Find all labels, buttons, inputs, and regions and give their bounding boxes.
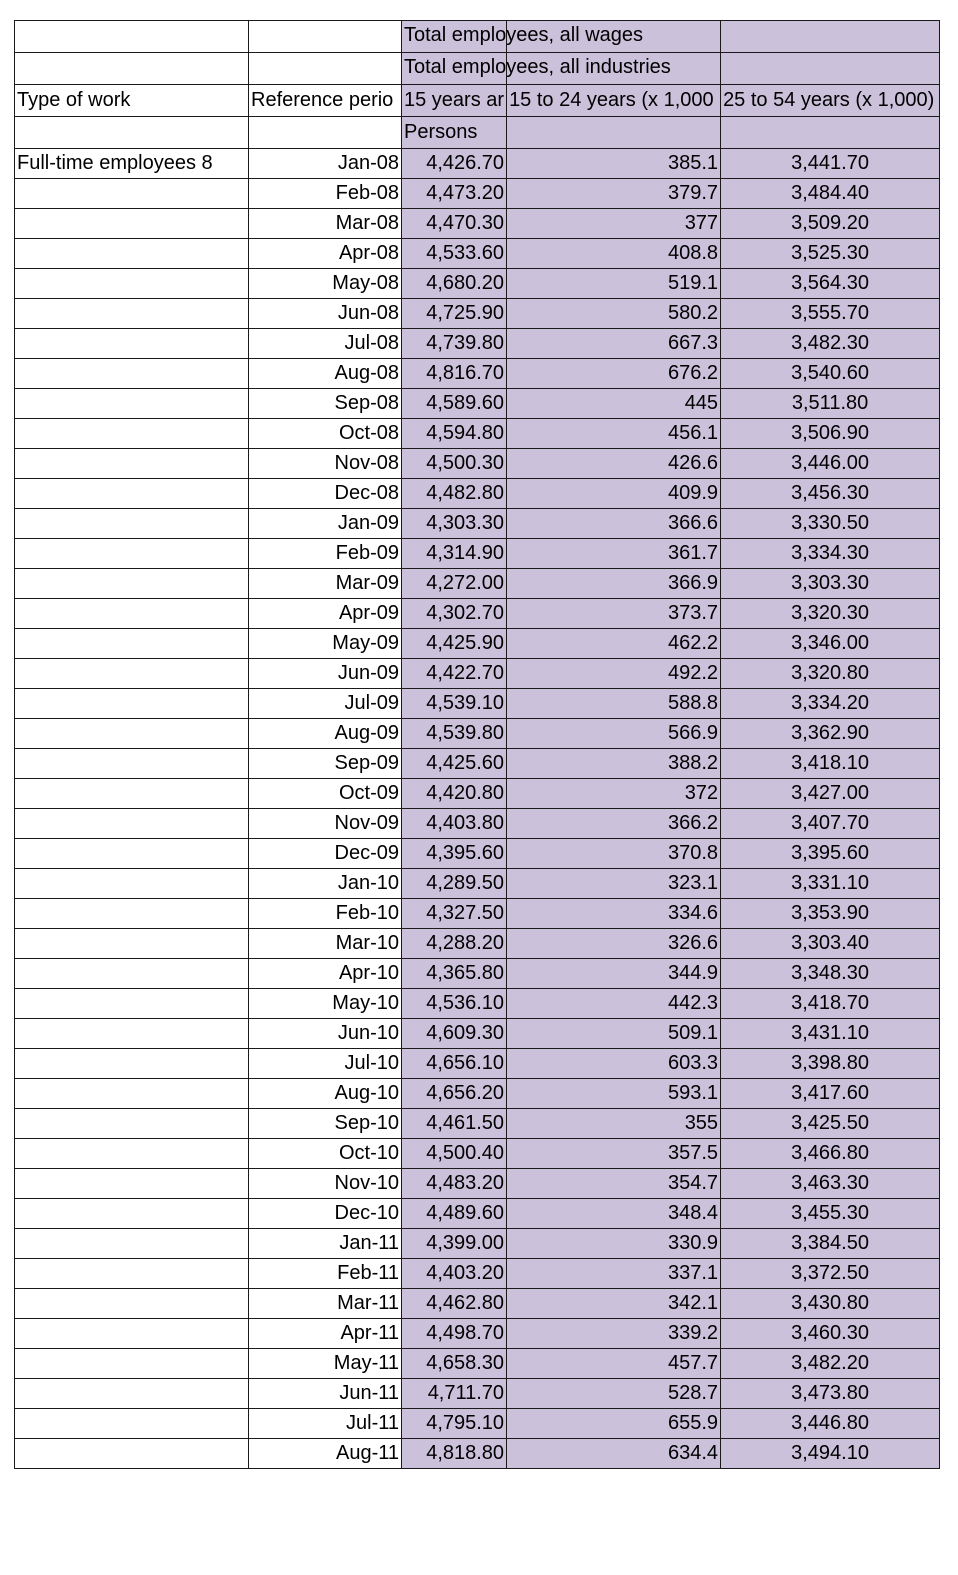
table-row: [15, 1139, 940, 1169]
table-row: [15, 929, 940, 959]
value-25-to-54-cell[interactable]: 3,384.50: [721, 1229, 940, 1259]
value-15-to-24-cell[interactable]: 326.6: [507, 929, 721, 959]
reference-period-cell[interactable]: May-08: [249, 269, 402, 299]
value-25-to-54-cell[interactable]: 3,320.80: [721, 659, 940, 689]
value-15-to-24-cell[interactable]: 366.9: [507, 569, 721, 599]
value-15-and-over-cell[interactable]: 4,680.20: [402, 269, 507, 299]
table-row: [15, 809, 940, 839]
value-25-to-54-cell[interactable]: 3,460.30: [721, 1319, 940, 1349]
cell[interactable]: [249, 117, 402, 149]
header-type-of-work[interactable]: Type of work: [15, 85, 249, 117]
reference-period-cell[interactable]: Jul-11: [249, 1409, 402, 1439]
table-row: [15, 149, 940, 179]
value-25-to-54-cell[interactable]: 3,334.20: [721, 689, 940, 719]
cell[interactable]: [15, 899, 249, 929]
cell[interactable]: [15, 1109, 249, 1139]
value-15-to-24-cell[interactable]: 339.2: [507, 1319, 721, 1349]
cell[interactable]: [15, 299, 249, 329]
cell[interactable]: [15, 869, 249, 899]
reference-period-cell[interactable]: Feb-10: [249, 899, 402, 929]
reference-period-cell[interactable]: Aug-10: [249, 1079, 402, 1109]
value-15-and-over-cell[interactable]: 4,422.70: [402, 659, 507, 689]
value-15-to-24-cell[interactable]: 426.6: [507, 449, 721, 479]
cell[interactable]: [15, 749, 249, 779]
cell[interactable]: [15, 1229, 249, 1259]
reference-period-cell[interactable]: Sep-09: [249, 749, 402, 779]
table-row: [15, 209, 940, 239]
reference-period-cell[interactable]: Dec-10: [249, 1199, 402, 1229]
table-row: [15, 1319, 940, 1349]
value-15-to-24-cell[interactable]: 377: [507, 209, 721, 239]
value-15-to-24-cell[interactable]: 566.9: [507, 719, 721, 749]
value-25-to-54-cell[interactable]: 3,466.80: [721, 1139, 940, 1169]
value-25-to-54-cell[interactable]: 3,431.10: [721, 1019, 940, 1049]
reference-period-cell[interactable]: Aug-08: [249, 359, 402, 389]
cell[interactable]: [249, 21, 402, 53]
header-units-persons[interactable]: Persons: [402, 117, 507, 149]
value-25-to-54-cell[interactable]: 3,525.30: [721, 239, 940, 269]
value-25-to-54-cell[interactable]: 3,455.30: [721, 1199, 940, 1229]
table-row: [15, 689, 940, 719]
table-row: [15, 449, 940, 479]
table-row: [15, 1049, 940, 1079]
cell[interactable]: [721, 53, 940, 85]
value-15-to-24-cell[interactable]: 588.8: [507, 689, 721, 719]
reference-period-cell[interactable]: Jan-10: [249, 869, 402, 899]
value-15-to-24-cell[interactable]: 370.8: [507, 839, 721, 869]
value-15-and-over-cell[interactable]: 4,314.90: [402, 539, 507, 569]
value-25-to-54-cell[interactable]: 3,463.30: [721, 1169, 940, 1199]
value-25-to-54-cell[interactable]: 3,482.30: [721, 329, 940, 359]
cell[interactable]: [15, 959, 249, 989]
value-25-to-54-cell[interactable]: 3,484.40: [721, 179, 940, 209]
value-15-to-24-cell[interactable]: 361.7: [507, 539, 721, 569]
cell[interactable]: [15, 389, 249, 419]
header-row-1: [15, 21, 940, 53]
table-row: [15, 329, 940, 359]
value-15-and-over-cell[interactable]: 4,656.10: [402, 1049, 507, 1079]
table-row: [15, 509, 940, 539]
table-row: [15, 1199, 940, 1229]
table-row: [15, 989, 940, 1019]
value-25-to-54-cell[interactable]: 3,395.60: [721, 839, 940, 869]
value-15-and-over-cell[interactable]: 4,365.80: [402, 959, 507, 989]
value-15-and-over-cell[interactable]: 4,303.30: [402, 509, 507, 539]
value-15-and-over-cell[interactable]: 4,473.20: [402, 179, 507, 209]
value-15-and-over-cell[interactable]: 4,594.80: [402, 419, 507, 449]
reference-period-cell[interactable]: Apr-10: [249, 959, 402, 989]
cell[interactable]: [15, 419, 249, 449]
cell[interactable]: [15, 599, 249, 629]
header-15-years-and-over[interactable]: 15 years ar: [402, 85, 507, 117]
value-15-to-24-cell[interactable]: 528.7: [507, 1379, 721, 1409]
value-15-to-24-cell[interactable]: 634.4: [507, 1439, 721, 1469]
value-15-and-over-cell[interactable]: 4,483.20: [402, 1169, 507, 1199]
value-25-to-54-cell[interactable]: 3,330.50: [721, 509, 940, 539]
table-row: [15, 779, 940, 809]
value-15-and-over-cell[interactable]: 4,739.80: [402, 329, 507, 359]
reference-period-cell[interactable]: Aug-11: [249, 1439, 402, 1469]
value-15-to-24-cell[interactable]: 385.1: [507, 149, 721, 179]
cell[interactable]: [15, 929, 249, 959]
value-25-to-54-cell[interactable]: 3,446.00: [721, 449, 940, 479]
cell[interactable]: [15, 839, 249, 869]
cell[interactable]: [15, 689, 249, 719]
reference-period-cell[interactable]: Apr-09: [249, 599, 402, 629]
type-of-work-cell[interactable]: Full-time employees 8: [15, 149, 249, 179]
value-15-and-over-cell[interactable]: 4,816.70: [402, 359, 507, 389]
reference-period-cell[interactable]: May-10: [249, 989, 402, 1019]
cell[interactable]: [15, 21, 249, 53]
header-row-2: [15, 53, 940, 85]
value-15-to-24-cell[interactable]: 519.1: [507, 269, 721, 299]
table-row: [15, 359, 940, 389]
value-15-and-over-cell[interactable]: 4,725.90: [402, 299, 507, 329]
value-25-to-54-cell[interactable]: 3,509.20: [721, 209, 940, 239]
cell[interactable]: [249, 53, 402, 85]
value-25-to-54-cell[interactable]: 3,430.80: [721, 1289, 940, 1319]
value-15-to-24-cell[interactable]: 408.8: [507, 239, 721, 269]
reference-period-cell[interactable]: Nov-10: [249, 1169, 402, 1199]
cell[interactable]: [15, 209, 249, 239]
cell[interactable]: [15, 1349, 249, 1379]
cell[interactable]: [15, 1169, 249, 1199]
value-25-to-54-cell[interactable]: 3,494.10: [721, 1439, 940, 1469]
reference-period-cell[interactable]: Mar-08: [249, 209, 402, 239]
cell[interactable]: [15, 779, 249, 809]
value-15-and-over-cell[interactable]: 4,462.80: [402, 1289, 507, 1319]
header-15-to-24-years[interactable]: 15 to 24 years (x 1,000: [507, 85, 721, 117]
reference-period-cell[interactable]: Dec-09: [249, 839, 402, 869]
table-row: [15, 749, 940, 779]
value-25-to-54-cell[interactable]: 3,398.80: [721, 1049, 940, 1079]
value-25-to-54-cell[interactable]: 3,303.40: [721, 929, 940, 959]
value-15-and-over-cell[interactable]: 4,288.20: [402, 929, 507, 959]
reference-period-cell[interactable]: Apr-08: [249, 239, 402, 269]
cell[interactable]: [15, 1019, 249, 1049]
value-25-to-54-cell[interactable]: 3,511.80: [721, 389, 940, 419]
reference-period-cell[interactable]: Jun-10: [249, 1019, 402, 1049]
header-label: Total employees, all industries: [404, 56, 671, 78]
reference-period-cell[interactable]: Apr-11: [249, 1319, 402, 1349]
cell[interactable]: [15, 479, 249, 509]
value-15-to-24-cell[interactable]: 366.2: [507, 809, 721, 839]
value-15-and-over-cell[interactable]: 4,589.60: [402, 389, 507, 419]
value-25-to-54-cell[interactable]: 3,320.30: [721, 599, 940, 629]
value-15-to-24-cell[interactable]: 388.2: [507, 749, 721, 779]
cell[interactable]: [15, 269, 249, 299]
value-15-to-24-cell[interactable]: 379.7: [507, 179, 721, 209]
reference-period-cell[interactable]: Mar-10: [249, 929, 402, 959]
header-row-4: [15, 117, 940, 149]
table-row: [15, 899, 940, 929]
header-total-employees-all-wages[interactable]: [402, 21, 644, 53]
value-15-to-24-cell[interactable]: 337.1: [507, 1259, 721, 1289]
value-15-and-over-cell[interactable]: 4,818.80: [402, 1439, 507, 1469]
value-15-and-over-cell[interactable]: 4,327.50: [402, 899, 507, 929]
reference-period-cell[interactable]: Dec-08: [249, 479, 402, 509]
reference-period-cell[interactable]: May-11: [249, 1349, 402, 1379]
cell[interactable]: [15, 1289, 249, 1319]
reference-period-cell[interactable]: Sep-08: [249, 389, 402, 419]
value-15-and-over-cell[interactable]: 4,539.10: [402, 689, 507, 719]
header-reference-period[interactable]: Reference perio: [249, 85, 402, 117]
value-15-and-over-cell[interactable]: 4,536.10: [402, 989, 507, 1019]
value-15-to-24-cell[interactable]: 344.9: [507, 959, 721, 989]
value-15-to-24-cell[interactable]: 445: [507, 389, 721, 419]
reference-period-cell[interactable]: Feb-11: [249, 1259, 402, 1289]
reference-period-cell[interactable]: May-09: [249, 629, 402, 659]
cell[interactable]: [15, 179, 249, 209]
reference-period-cell[interactable]: Jan-09: [249, 509, 402, 539]
reference-period-cell[interactable]: Nov-08: [249, 449, 402, 479]
table-row: [15, 1439, 940, 1469]
value-15-and-over-cell[interactable]: 4,482.80: [402, 479, 507, 509]
table-row: [15, 1259, 940, 1289]
cell[interactable]: [15, 539, 249, 569]
table-row: [15, 1079, 940, 1109]
table-row: [15, 1169, 940, 1199]
value-25-to-54-cell[interactable]: 3,425.50: [721, 1109, 940, 1139]
value-15-and-over-cell[interactable]: 4,711.70: [402, 1379, 507, 1409]
value-25-to-54-cell[interactable]: 3,348.30: [721, 959, 940, 989]
table-row: [15, 869, 940, 899]
cell[interactable]: [15, 1079, 249, 1109]
cell[interactable]: [15, 989, 249, 1019]
cell[interactable]: [15, 659, 249, 689]
table-row: [15, 299, 940, 329]
value-25-to-54-cell[interactable]: 3,417.60: [721, 1079, 940, 1109]
table-row: [15, 569, 940, 599]
value-25-to-54-cell[interactable]: 3,482.20: [721, 1349, 940, 1379]
reference-period-cell[interactable]: Jun-08: [249, 299, 402, 329]
value-25-to-54-cell[interactable]: 3,427.00: [721, 779, 940, 809]
cell[interactable]: [15, 1409, 249, 1439]
value-15-and-over-cell[interactable]: 4,533.60: [402, 239, 507, 269]
cell[interactable]: [15, 1439, 249, 1469]
value-15-and-over-cell[interactable]: 4,403.80: [402, 809, 507, 839]
value-15-and-over-cell[interactable]: 4,289.50: [402, 869, 507, 899]
value-15-to-24-cell[interactable]: 509.1: [507, 1019, 721, 1049]
value-25-to-54-cell[interactable]: 3,555.70: [721, 299, 940, 329]
cell[interactable]: [721, 117, 940, 149]
value-25-to-54-cell[interactable]: 3,334.30: [721, 539, 940, 569]
value-15-to-24-cell[interactable]: 323.1: [507, 869, 721, 899]
table-row: [15, 1409, 940, 1439]
value-15-to-24-cell[interactable]: 676.2: [507, 359, 721, 389]
header-row-3: [15, 85, 940, 117]
value-15-and-over-cell[interactable]: 4,489.60: [402, 1199, 507, 1229]
value-25-to-54-cell[interactable]: 3,564.30: [721, 269, 940, 299]
cell[interactable]: [15, 239, 249, 269]
header-label: Total employees, all wages: [404, 24, 644, 46]
value-15-and-over-cell[interactable]: 4,498.70: [402, 1319, 507, 1349]
cell[interactable]: [15, 359, 249, 389]
value-25-to-54-cell[interactable]: 3,346.00: [721, 629, 940, 659]
table-row: [15, 599, 940, 629]
value-15-to-24-cell[interactable]: 372: [507, 779, 721, 809]
table-row: [15, 179, 940, 209]
table-row: [15, 479, 940, 509]
value-15-to-24-cell[interactable]: 580.2: [507, 299, 721, 329]
value-15-and-over-cell[interactable]: 4,658.30: [402, 1349, 507, 1379]
header-25-to-54-years[interactable]: 25 to 54 years (x 1,000): [721, 85, 940, 117]
table-row: [15, 839, 940, 869]
cell[interactable]: [507, 117, 721, 149]
cell[interactable]: [15, 449, 249, 479]
value-15-and-over-cell[interactable]: 4,795.10: [402, 1409, 507, 1439]
value-25-to-54-cell[interactable]: 3,456.30: [721, 479, 940, 509]
value-25-to-54-cell[interactable]: 3,473.80: [721, 1379, 940, 1409]
value-15-and-over-cell[interactable]: 4,539.80: [402, 719, 507, 749]
value-25-to-54-cell[interactable]: 3,362.90: [721, 719, 940, 749]
value-25-to-54-cell[interactable]: 3,407.70: [721, 809, 940, 839]
reference-period-cell[interactable]: Jan-11: [249, 1229, 402, 1259]
table-row: [15, 1229, 940, 1259]
value-25-to-54-cell[interactable]: 3,331.10: [721, 869, 940, 899]
reference-period-cell[interactable]: Mar-09: [249, 569, 402, 599]
table-row: [15, 959, 940, 989]
value-15-to-24-cell[interactable]: 334.6: [507, 899, 721, 929]
value-15-and-over-cell[interactable]: 4,425.60: [402, 749, 507, 779]
value-15-to-24-cell[interactable]: 462.2: [507, 629, 721, 659]
value-15-to-24-cell[interactable]: 330.9: [507, 1229, 721, 1259]
value-15-to-24-cell[interactable]: 373.7: [507, 599, 721, 629]
table-row: [15, 629, 940, 659]
reference-period-cell[interactable]: Oct-10: [249, 1139, 402, 1169]
reference-period-cell[interactable]: Feb-08: [249, 179, 402, 209]
table-row: [15, 269, 940, 299]
value-15-to-24-cell[interactable]: 655.9: [507, 1409, 721, 1439]
value-25-to-54-cell[interactable]: 3,441.70: [721, 149, 940, 179]
reference-period-cell[interactable]: Oct-09: [249, 779, 402, 809]
cell[interactable]: [15, 629, 249, 659]
value-25-to-54-cell[interactable]: 3,446.80: [721, 1409, 940, 1439]
reference-period-cell[interactable]: Jan-08: [249, 149, 402, 179]
cell[interactable]: [15, 1199, 249, 1229]
reference-period-cell[interactable]: Mar-11: [249, 1289, 402, 1319]
value-15-to-24-cell[interactable]: 348.4: [507, 1199, 721, 1229]
value-25-to-54-cell[interactable]: 3,418.10: [721, 749, 940, 779]
reference-period-cell[interactable]: Jun-11: [249, 1379, 402, 1409]
reference-period-cell[interactable]: Feb-09: [249, 539, 402, 569]
value-15-to-24-cell[interactable]: 442.3: [507, 989, 721, 1019]
table-row: [15, 659, 940, 689]
value-15-and-over-cell[interactable]: 4,470.30: [402, 209, 507, 239]
table-row: [15, 239, 940, 269]
cell[interactable]: [15, 719, 249, 749]
reference-period-cell[interactable]: Jun-09: [249, 659, 402, 689]
table-row: [15, 1109, 940, 1139]
value-15-to-24-cell[interactable]: 492.2: [507, 659, 721, 689]
reference-period-cell[interactable]: Sep-10: [249, 1109, 402, 1139]
value-15-and-over-cell[interactable]: 4,399.00: [402, 1229, 507, 1259]
value-15-and-over-cell[interactable]: 4,426.70: [402, 149, 507, 179]
table-row: [15, 1379, 940, 1409]
value-25-to-54-cell[interactable]: 3,372.50: [721, 1259, 940, 1289]
value-15-and-over-cell[interactable]: 4,272.00: [402, 569, 507, 599]
value-15-and-over-cell[interactable]: 4,302.70: [402, 599, 507, 629]
cell[interactable]: [15, 509, 249, 539]
value-15-to-24-cell[interactable]: 457.7: [507, 1349, 721, 1379]
value-15-to-24-cell[interactable]: 366.6: [507, 509, 721, 539]
cell[interactable]: [15, 117, 249, 149]
cell[interactable]: [15, 1139, 249, 1169]
value-25-to-54-cell[interactable]: 3,506.90: [721, 419, 940, 449]
value-15-and-over-cell[interactable]: 4,403.20: [402, 1259, 507, 1289]
table-row: [15, 1349, 940, 1379]
spreadsheet-table: [14, 20, 940, 1469]
value-15-and-over-cell[interactable]: 4,609.30: [402, 1019, 507, 1049]
reference-period-cell[interactable]: Jul-08: [249, 329, 402, 359]
cell[interactable]: [15, 1379, 249, 1409]
cell[interactable]: [15, 329, 249, 359]
table-row: [15, 1019, 940, 1049]
value-15-to-24-cell[interactable]: 357.5: [507, 1139, 721, 1169]
value-25-to-54-cell[interactable]: 3,353.90: [721, 899, 940, 929]
table-row: [15, 389, 940, 419]
value-15-and-over-cell[interactable]: 4,420.80: [402, 779, 507, 809]
value-25-to-54-cell[interactable]: 3,540.60: [721, 359, 940, 389]
table-row: [15, 1289, 940, 1319]
reference-period-cell[interactable]: Jul-10: [249, 1049, 402, 1079]
header-total-employees-all-industries[interactable]: [402, 53, 671, 85]
cell[interactable]: [15, 1319, 249, 1349]
reference-period-cell[interactable]: Aug-09: [249, 719, 402, 749]
cell[interactable]: [15, 1049, 249, 1079]
table-row: [15, 719, 940, 749]
table-body: [15, 21, 940, 1469]
value-25-to-54-cell[interactable]: 3,418.70: [721, 989, 940, 1019]
reference-period-cell[interactable]: Oct-08: [249, 419, 402, 449]
cell[interactable]: [15, 809, 249, 839]
value-15-and-over-cell[interactable]: 4,500.30: [402, 449, 507, 479]
value-15-and-over-cell[interactable]: 4,500.40: [402, 1139, 507, 1169]
reference-period-cell[interactable]: Jul-09: [249, 689, 402, 719]
value-15-to-24-cell[interactable]: 354.7: [507, 1169, 721, 1199]
cell[interactable]: [15, 1259, 249, 1289]
cell[interactable]: [15, 569, 249, 599]
reference-period-cell[interactable]: Nov-09: [249, 809, 402, 839]
value-15-and-over-cell[interactable]: 4,395.60: [402, 839, 507, 869]
value-15-to-24-cell[interactable]: 409.9: [507, 479, 721, 509]
value-15-and-over-cell[interactable]: 4,656.20: [402, 1079, 507, 1109]
value-15-to-24-cell[interactable]: 456.1: [507, 419, 721, 449]
value-15-and-over-cell[interactable]: 4,425.90: [402, 629, 507, 659]
table-row: [15, 419, 940, 449]
value-15-to-24-cell[interactable]: 603.3: [507, 1049, 721, 1079]
value-15-to-24-cell[interactable]: 593.1: [507, 1079, 721, 1109]
value-15-to-24-cell[interactable]: 667.3: [507, 329, 721, 359]
value-15-and-over-cell[interactable]: 4,461.50: [402, 1109, 507, 1139]
cell[interactable]: [15, 53, 249, 85]
value-15-to-24-cell[interactable]: 355: [507, 1109, 721, 1139]
value-15-to-24-cell[interactable]: 342.1: [507, 1289, 721, 1319]
cell[interactable]: [721, 21, 940, 53]
table-row: [15, 539, 940, 569]
value-25-to-54-cell[interactable]: 3,303.30: [721, 569, 940, 599]
